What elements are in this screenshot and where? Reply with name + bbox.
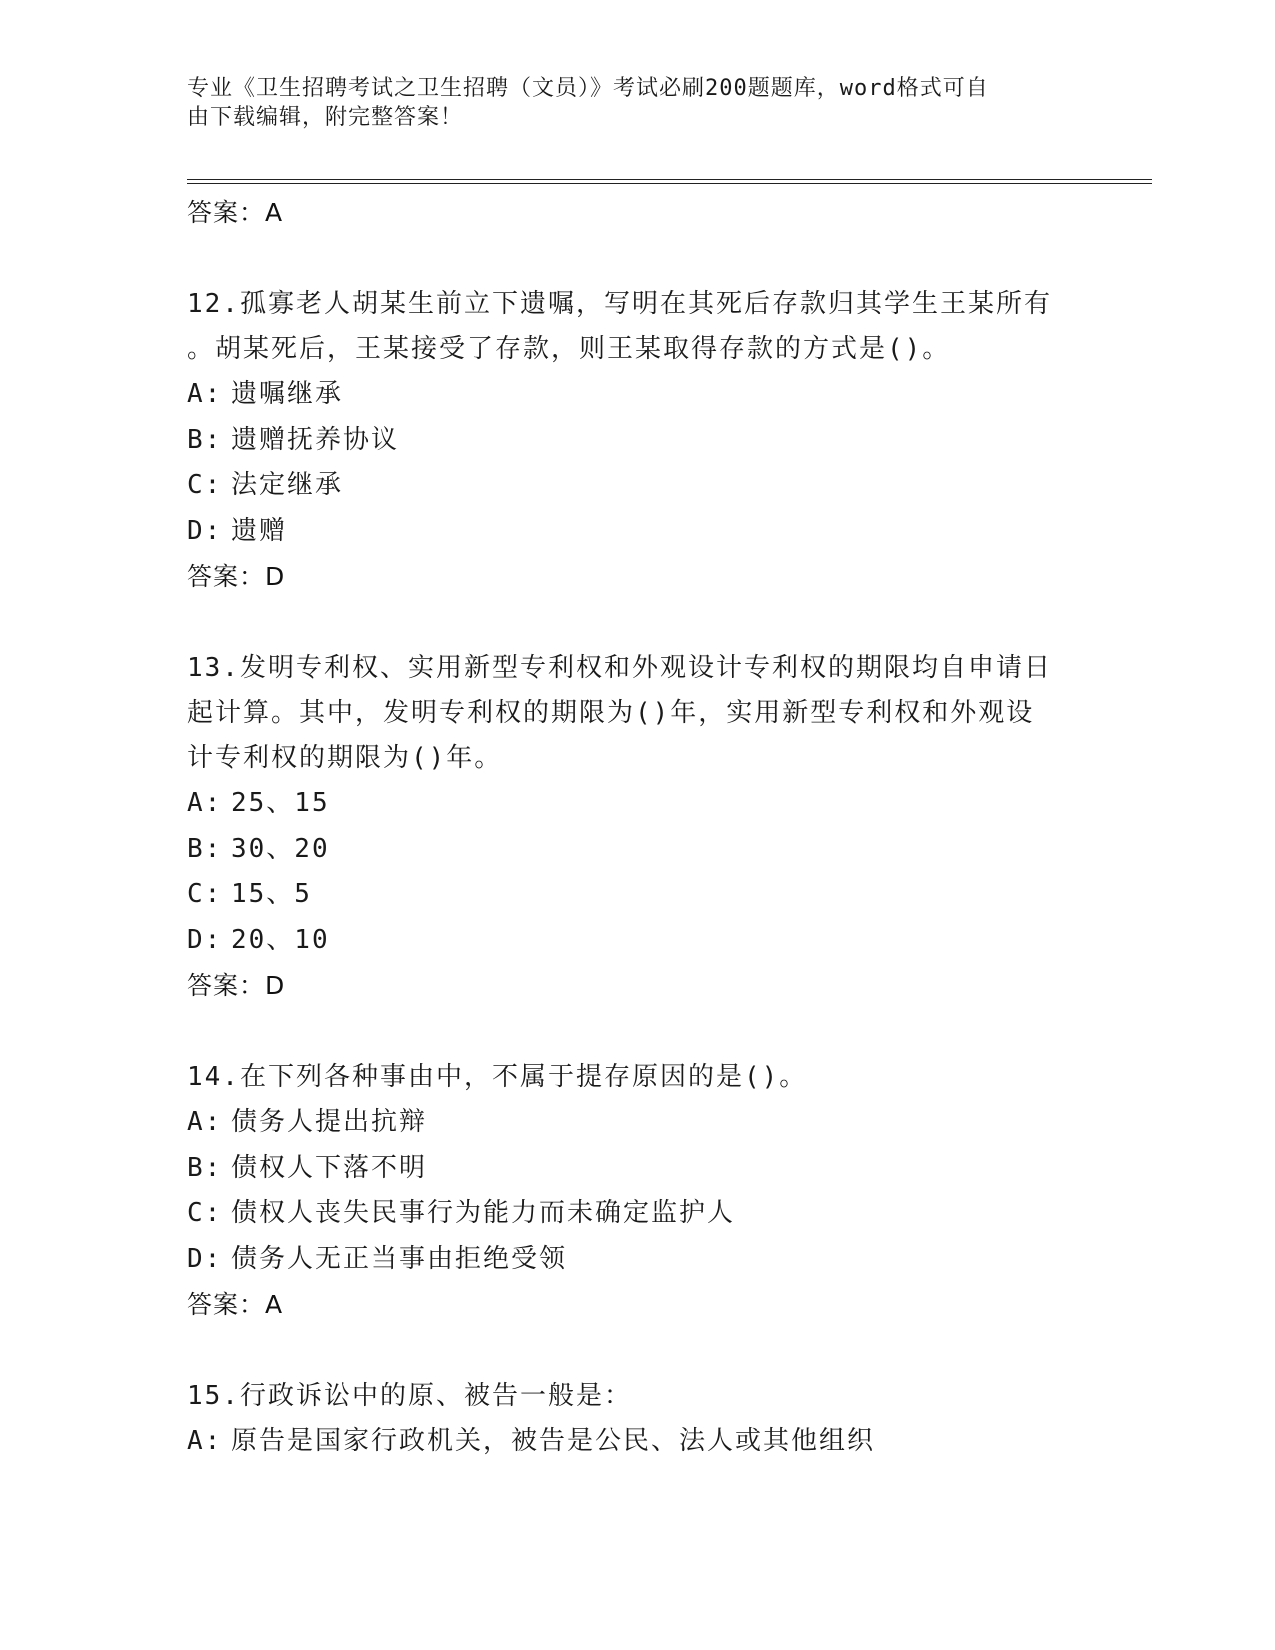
option-a xyxy=(187,372,1087,418)
option-a xyxy=(187,781,1087,827)
page-header xyxy=(187,74,1067,132)
option-a xyxy=(187,1419,1087,1465)
question-line: 13.发明专利权、实用新型专利权和外观设计专利权的期限均自申请日 xyxy=(187,653,1052,683)
option-letter: D: xyxy=(187,1243,223,1274)
option-b xyxy=(187,827,1087,873)
question-text xyxy=(187,1055,1087,1100)
question-list xyxy=(187,190,1087,1465)
option-b xyxy=(187,418,1087,464)
option-letter: A: xyxy=(187,1107,223,1137)
header-line-2: 由下载编辑，附完整答案！ xyxy=(187,105,464,130)
option-c xyxy=(187,463,1087,509)
option-text: 债权人下落不明 xyxy=(231,1152,428,1183)
header-rule-bottom xyxy=(187,183,1152,184)
option-text: 25、15 xyxy=(231,788,330,818)
option-letter: D: xyxy=(187,515,223,546)
option-text: 遗嘱继承 xyxy=(231,379,344,409)
option-letter: B: xyxy=(187,424,223,455)
option-letter: A: xyxy=(187,379,223,409)
answer-label: 答案：A xyxy=(187,1290,284,1319)
question-line: 14.在下列各种事由中，不属于提存原因的是()。 xyxy=(187,1062,808,1092)
option-text: 债权人丧失民事行为能力而未确定监护人 xyxy=(231,1198,736,1228)
answer-previous: 答案：A xyxy=(187,198,284,227)
option-text: 30、20 xyxy=(231,833,330,864)
question-line: 起计算。其中，发明专利权的期限为()年，实用新型专利权和外观设 xyxy=(187,698,1035,728)
answer-label: 答案：D xyxy=(187,562,286,591)
option-letter: C: xyxy=(187,1198,223,1228)
header-line-1: 专业《卫生招聘考试之卫生招聘（文员）》考试必刷200题题库，word格式可自 xyxy=(187,76,989,101)
question-13 xyxy=(187,646,1087,1009)
option-text: 原告是国家行政机关，被告是公民、法人或其他组织 xyxy=(231,1426,876,1456)
option-d xyxy=(187,509,1087,555)
option-text: 遗赠 xyxy=(231,515,288,546)
question-12 xyxy=(187,282,1087,600)
option-text: 15、5 xyxy=(231,879,312,909)
question-15 xyxy=(187,1374,1087,1465)
header-rule-top xyxy=(187,179,1152,180)
option-text: 法定继承 xyxy=(231,470,344,500)
option-letter: A: xyxy=(187,1426,223,1456)
question-text xyxy=(187,1374,1087,1419)
option-c xyxy=(187,872,1087,918)
option-text: 遗赠抚养协议 xyxy=(231,424,400,455)
answer-label: 答案：D xyxy=(187,971,286,1000)
question-line: 15.行政诉讼中的原、被告一般是： xyxy=(187,1381,632,1411)
option-letter: D: xyxy=(187,924,223,955)
option-d xyxy=(187,1237,1087,1283)
question-text xyxy=(187,282,1087,372)
option-d xyxy=(187,918,1087,964)
option-text: 债务人提出抗辩 xyxy=(231,1107,428,1137)
option-letter: C: xyxy=(187,879,223,909)
option-c xyxy=(187,1191,1087,1237)
option-letter: B: xyxy=(187,833,223,864)
question-14 xyxy=(187,1055,1087,1328)
option-text: 20、10 xyxy=(231,924,330,955)
option-letter: C: xyxy=(187,470,223,500)
option-a xyxy=(187,1100,1087,1146)
question-text xyxy=(187,646,1087,781)
option-text: 债务人无正当事由拒绝受领 xyxy=(231,1243,568,1274)
question-line: 。胡某死后，王某接受了存款，则王某取得存款的方式是()。 xyxy=(187,334,951,364)
question-line: 计专利权的期限为()年。 xyxy=(187,743,503,773)
question-line: 12.孤寡老人胡某生前立下遗嘱，写明在其死后存款归其学生王某所有 xyxy=(187,289,1052,319)
option-b xyxy=(187,1146,1087,1192)
option-letter: B: xyxy=(187,1152,223,1183)
option-letter: A: xyxy=(187,788,223,818)
